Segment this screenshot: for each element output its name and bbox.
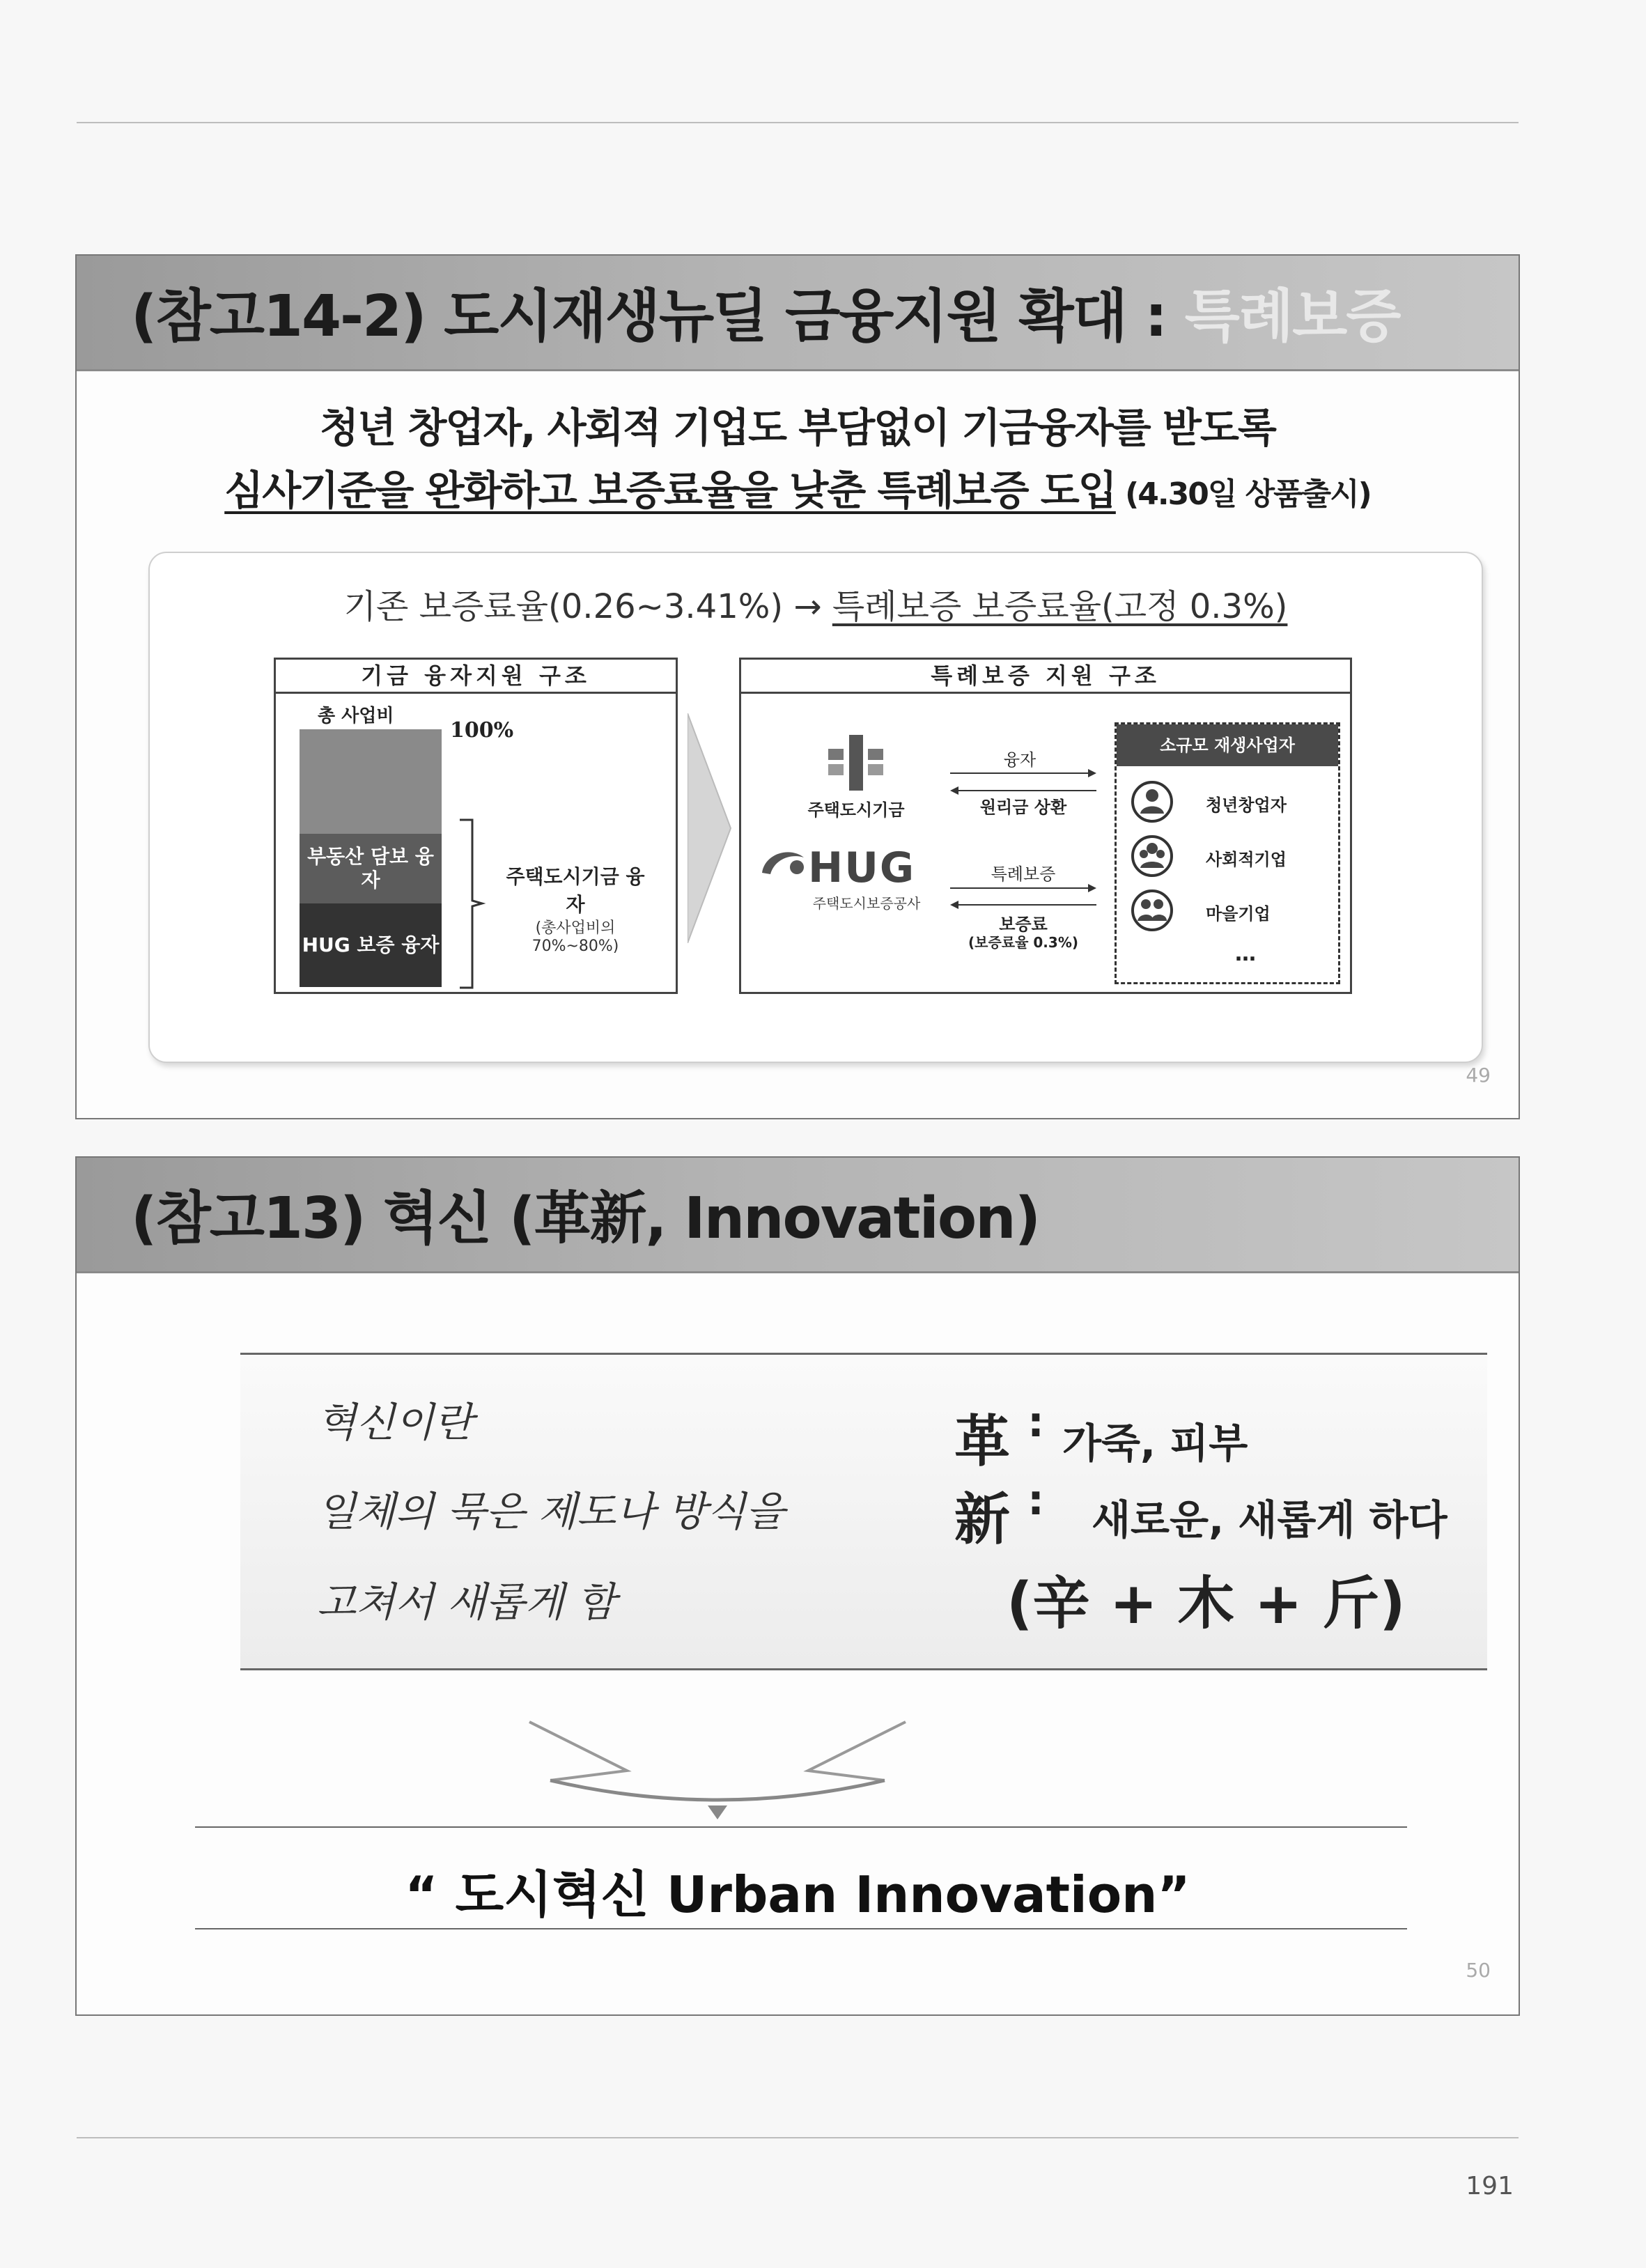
slide-title-bar <box>77 256 1519 371</box>
rate-comparison <box>150 580 1482 628</box>
hanja-char-1: 革 <box>954 1409 1010 1474</box>
conclusion-bottom-rule <box>195 1928 1407 1929</box>
hug-logo-text: HUG <box>808 844 916 892</box>
fund-building-icon <box>818 735 894 791</box>
merge-arrow-icon <box>522 1715 913 1826</box>
conclusion-top-rule <box>195 1826 1407 1828</box>
target-item <box>1131 780 1333 825</box>
percent-label: 100% <box>450 718 514 743</box>
slide-title: (참고14-2) 도시재생뉴딜 금융지원 확대 : 특례보증 <box>131 284 1400 350</box>
arrow-loan-label: 융자 <box>1003 750 1036 770</box>
total-cost-label: 총 사업비 <box>318 706 394 727</box>
ellipsis: … <box>1235 942 1256 966</box>
diagram-box <box>148 552 1483 1063</box>
hug-label: 주택도시보증공사 <box>812 895 921 912</box>
arrow-fee-label: 보증료 <box>999 915 1048 934</box>
page-top-rule <box>77 122 1519 123</box>
footer-page-number: 191 <box>1466 2172 1514 2200</box>
subtitle-line-2 <box>77 458 1519 516</box>
target-label: 사회적기업 <box>1206 850 1287 869</box>
target-item <box>1131 834 1333 879</box>
rate-after: 특례보증 보증료율(고정 0.3%) <box>832 587 1288 626</box>
target-header: 소규모 재생사업자 <box>1117 724 1338 766</box>
panel-title: 기금 융자지원 구조 <box>276 660 676 694</box>
chevron-right-icon <box>688 713 732 943</box>
target-label: 청년창업자 <box>1206 795 1287 815</box>
definition-line-1: 혁신이란 <box>317 1399 474 1446</box>
bar-real-estate-loan: 부동산 담보 융자 <box>300 834 442 903</box>
arrow-fee-note: (보증료율 0.3%) <box>968 934 1078 951</box>
fund-label: 주택도시기금 <box>807 800 905 820</box>
slide-title-highlight: 특례보증 <box>1184 284 1400 350</box>
slide-page-number: 50 <box>1466 1959 1491 1982</box>
hanja-composition: (辛 + 木 + 斤) <box>1007 1571 1406 1637</box>
hug-logo-mark <box>758 844 814 885</box>
panel-title: 특례보증 지원 구조 <box>741 660 1350 694</box>
subtitle-note: (4.30일 상품출시) <box>1115 476 1371 512</box>
subtitle-main: 심사기준을 완화하고 보증료율을 낮춘 특례보증 도입 <box>224 467 1116 514</box>
bar-equity <box>300 729 442 834</box>
arrow-right-icon <box>950 883 1096 894</box>
arrow-right-icon <box>950 768 1096 779</box>
arrow-left-icon <box>950 899 1096 910</box>
slide-innovation <box>75 1156 1520 2016</box>
slide-page-number: 49 <box>1466 1064 1491 1087</box>
slide-guarantee-support <box>75 254 1520 1119</box>
hanja-char-2: 新 <box>954 1487 1010 1552</box>
conclusion-text: “ 도시혁신 Urban Innovation” <box>405 1865 1190 1924</box>
hug-logo <box>758 842 939 891</box>
person-icon <box>1131 780 1174 823</box>
target-item <box>1131 889 1333 933</box>
target-group-box <box>1115 722 1340 984</box>
colon: : <box>1027 1398 1044 1447</box>
people-icon <box>1131 834 1174 878</box>
brace-label: 주택도시기금 융자 <box>506 865 645 916</box>
subtitle-line-1: 청년 창업자, 사회적 기업도 부담없이 기금융자를 받도록 <box>320 404 1275 451</box>
definition-line-2: 일체의 묵은 제도나 방식을 <box>317 1488 785 1535</box>
fund-loan-structure-panel <box>274 658 678 994</box>
hanja-meaning-1: 가죽, 피부 <box>1062 1420 1248 1467</box>
special-guarantee-structure-panel <box>739 658 1352 994</box>
arrow-repay-label: 원리금 상환 <box>979 798 1067 817</box>
definition-line-3: 고쳐서 새롭게 함 <box>317 1578 616 1626</box>
colon: : <box>1027 1476 1044 1525</box>
slide-title: (참고13) 혁신 (革新, Innovation) <box>131 1186 1040 1252</box>
brace <box>458 818 486 989</box>
target-label: 마을기업 <box>1206 904 1271 924</box>
rate-before: 기존 보증료율(0.26~3.41%) → <box>343 587 832 626</box>
slide-title-bar <box>77 1158 1519 1273</box>
group-icon <box>1131 889 1174 932</box>
hanja-meaning-2: 새로운, 새롭게 하다 <box>1092 1496 1447 1544</box>
arrow-guarantee-label: 특례보증 <box>991 864 1056 884</box>
page-bottom-rule <box>77 2137 1519 2138</box>
brace-note: (총사업비의 70%~80%) <box>531 919 619 955</box>
definition-box <box>240 1353 1487 1670</box>
bar-hug-loan: HUG 보증 융자 <box>300 903 442 987</box>
